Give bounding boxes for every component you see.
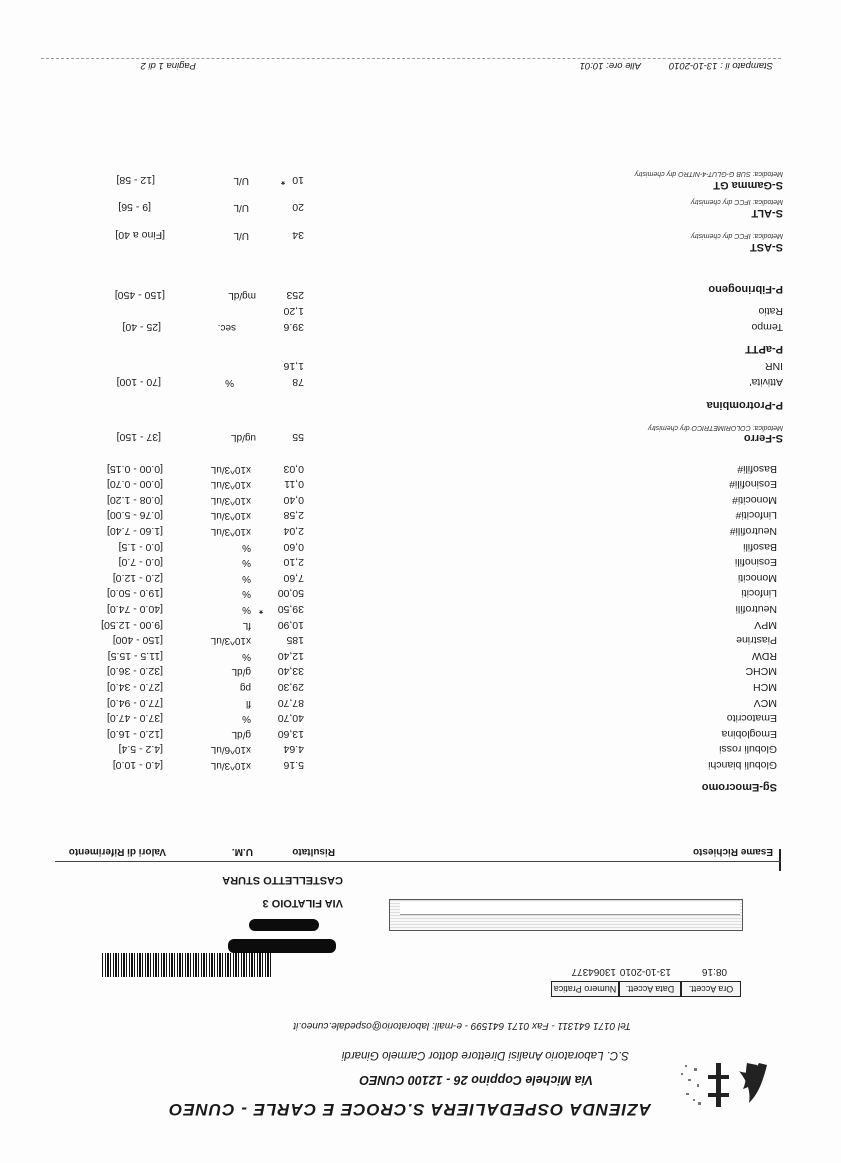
emocromo-test-range: [0.00 - 0.15]: [106, 462, 163, 475]
numero-pratica-label: Numero Pratica: [551, 981, 619, 997]
emocromo-test-name: Ematocrito: [726, 712, 777, 725]
section-alt: S-ALT: [751, 207, 783, 219]
institution-name: AZIENDA OSPEDALIERA S.CROCE E CARLE - CUNEO: [168, 1100, 651, 1119]
emocromo-test-range: [32.0 - 36.0]: [106, 665, 163, 678]
footer-divider: [41, 58, 781, 59]
section-aptt: P-aPTT: [745, 343, 783, 355]
ast-unit: U/L: [233, 230, 249, 241]
emocromo-test-result: 0,60: [283, 540, 304, 553]
emocromo-test-unit: %: [242, 557, 251, 569]
emocromo-test-range: [0.08 - 1.20]: [106, 493, 163, 506]
emocromo-test-range: [11.5 - 15.5]: [107, 649, 163, 662]
contact-info: Tel 0171 641311 - Fax 0171 641599 - e-mail: laboratorio@ospedale.cuneo.it: [293, 1020, 631, 1031]
emocromo-test-name: Emoglobina: [721, 727, 777, 740]
fibrinogeno-unit: mg/dL: [228, 290, 256, 301]
col-unit: U.M.: [231, 846, 253, 857]
emocromo-test-range: [12.0 - 16.0]: [106, 727, 163, 740]
alt-unit: U/L: [233, 202, 249, 213]
emocromo-test-range: [0.00 - 0.70]: [106, 478, 163, 491]
emocromo-test-unit: g/dL: [231, 728, 251, 740]
section-ast: S-AST: [750, 241, 783, 253]
ferro-unit: ug/dL: [230, 432, 256, 443]
emocromo-test-range: [77.0 - 94.0]: [106, 696, 163, 709]
method-alt: Metodica: IFCC dry chemistry: [690, 198, 783, 205]
emocromo-test-result: 2,04: [283, 525, 304, 537]
emocromo-test-range: [0.0 - 1.5]: [118, 540, 163, 553]
alt-result: 20: [292, 201, 304, 213]
emocromo-test-unit: %: [242, 650, 251, 662]
emocromo-test-range: [27.0 - 34.0]: [106, 681, 163, 693]
header-divider: [55, 861, 781, 862]
emocromo-test-result: 50,00: [277, 587, 304, 600]
emocromo-test-result: 29,30: [277, 681, 304, 693]
ggt-unit: U/L: [233, 175, 249, 186]
col-exam: Esame Richiesto: [692, 846, 773, 857]
emocromo-test-result: 13,60: [277, 727, 304, 740]
numero-pratica-value: 13064377: [571, 966, 616, 977]
method-ast: Metodica: IFCC dry chemistry: [690, 232, 783, 239]
emocromo-test-range: [40.0 - 74.0]: [106, 603, 163, 615]
emocromo-test-unit: x10^6/uL: [210, 744, 251, 756]
protrombina-attivita-unit: %: [225, 377, 234, 388]
alt-range: [9 - 56]: [118, 201, 151, 213]
emocromo-test-name: Neutrofili#: [729, 525, 777, 537]
emocromo-test-unit: %: [242, 604, 251, 615]
emocromo-test-name: Monociti: [737, 571, 777, 584]
emocromo-test-name: MCV: [753, 696, 777, 709]
ggt-range: [12 - 58]: [116, 174, 155, 186]
section-fibrinogeno: P-Fibrinogeno: [708, 283, 783, 295]
col-result: Risultato: [292, 846, 335, 857]
emocromo-test-name: Basofili#: [737, 462, 777, 475]
emocromo-test-unit: fl: [246, 697, 251, 709]
aptt-ratio: Ratio: [758, 305, 783, 317]
emocromo-test-range: [1.60 - 7.40]: [106, 525, 163, 537]
emocromo-test-name: Piastrine: [736, 634, 777, 647]
footer-page: Pagina 1 di 2: [140, 60, 196, 71]
redacted-detail: [249, 919, 319, 931]
redacted-name: [228, 939, 336, 953]
emocromo-test-name: Eosinofili#: [729, 478, 777, 491]
emocromo-test-range: [2.0 - 12.0]: [112, 571, 163, 584]
emocromo-test-result: 12,40: [277, 649, 304, 662]
emocromo-test-name: Linfociti#: [735, 509, 777, 522]
barcode: [101, 953, 271, 977]
emocromo-test-result: 87,70: [277, 696, 304, 709]
patient-street: VIA FILATOIO 3: [262, 897, 343, 909]
emocromo-test-name: MCHC: [745, 665, 777, 678]
emocromo-test-unit: pg: [239, 682, 251, 693]
method-ggt: Metodica: SUB G-GLUT-4-NITRO dry chemistry: [634, 170, 783, 177]
emocromo-test-result: 5.16: [283, 759, 304, 771]
section-ggt: S-Gamma GT: [713, 179, 783, 191]
section-protrombina: P-Protrombina: [706, 399, 783, 411]
hospital-logo: [667, 1055, 777, 1115]
ora-accett-label: Ora Accett.: [681, 981, 741, 997]
emocromo-test-unit: %: [242, 541, 251, 553]
data-accett-value: 13-10-2010: [619, 966, 671, 977]
ferro-range: [37 - 150]: [116, 431, 161, 443]
emocromo-test-range: [4.0 - 10.0]: [112, 759, 163, 771]
footer-printed: Stampato il : 13-10-2010: [668, 60, 773, 71]
emocromo-test-range: [37.0 - 47.0]: [106, 712, 163, 725]
emocromo-test-unit: fL: [242, 619, 251, 631]
emocromo-test-range: [0.76 - 5.00]: [106, 509, 163, 522]
protrombina-attivita-result: 78: [292, 376, 304, 388]
emocromo-test-range: [150 - 400]: [112, 634, 163, 647]
emocromo-test-result: 33,40: [277, 665, 304, 678]
emocromo-test-unit: x10^3/uL: [210, 635, 251, 647]
ggt-flag: *: [281, 175, 285, 186]
emocromo-test-name: Neutrofili: [735, 603, 777, 615]
ggt-result: 10: [292, 174, 304, 186]
emocromo-test-result: 185: [286, 634, 304, 647]
aptt-tempo-range: [25 - 40]: [122, 321, 161, 333]
section-ferro: S-Ferro: [743, 432, 783, 444]
patient-city: CASTELLETTO STURA: [222, 874, 343, 886]
ast-result: 34: [292, 229, 304, 241]
protrombina-inr: INR: [764, 360, 783, 372]
emocromo-test-range: [19.0 - 50.0]: [106, 587, 163, 600]
ferro-result: 55: [292, 431, 304, 443]
emocromo-test-range: [0.0 - 7.0]: [118, 556, 163, 569]
emocromo-test-name: MPV: [754, 618, 777, 631]
emocromo-test-result: 7,60: [283, 571, 304, 584]
emocromo-test-range: [4.2 - 5.4]: [118, 743, 163, 756]
emocromo-test-result: 0,40: [283, 493, 304, 506]
section-emocromo: Sg-Emocromo: [701, 781, 777, 793]
emocromo-test-unit: x10^3/uL: [210, 463, 251, 475]
emocromo-test-result: 2,10: [283, 556, 304, 569]
aptt-ratio-result: 1,20: [283, 305, 304, 317]
header-marker: [779, 849, 781, 871]
emocromo-test-result: 0,11: [284, 478, 304, 491]
emocromo-test-flag: *: [259, 604, 263, 615]
department-name: S.C. Laboratorio Analisi Direttore dottor Carmelo Ginardi: [341, 1049, 629, 1061]
emocromo-test-name: Globuli bianchi: [708, 759, 777, 771]
emocromo-test-name: RDW: [751, 649, 777, 662]
emocromo-test-name: Monociti#: [732, 493, 777, 506]
emocromo-test-unit: x10^3/uL: [210, 510, 251, 522]
emocromo-test-name: Globuli rossi: [719, 743, 777, 756]
emocromo-test-result: 0,03: [283, 462, 304, 475]
emocromo-test-unit: x10^3/uL: [210, 494, 251, 506]
emocromo-test-result: 39,50: [277, 603, 304, 615]
footer-time: Alle ore: 10:01: [579, 60, 641, 71]
emocromo-test-result: 4.64: [283, 743, 304, 756]
emocromo-test-unit: x10^3/uL: [210, 479, 251, 491]
fibrinogeno-result: 253: [286, 289, 304, 301]
institution-address: Via Michele Coppino 26 - 12100 CUNEO: [359, 1073, 593, 1087]
emocromo-test-name: MCH: [753, 681, 777, 693]
emocromo-test-result: 10,90: [277, 618, 304, 631]
emocromo-test-name: Linfociti: [741, 587, 777, 600]
fibrinogeno-range: [150 - 450]: [114, 289, 165, 301]
emocromo-test-unit: x10^3/uL: [210, 760, 251, 771]
aptt-tempo-unit: sec.: [217, 322, 236, 333]
col-range: Valori di Riferimento: [68, 846, 166, 857]
ast-range: [Fino a 40]: [115, 229, 165, 241]
aptt-tempo: Tempo: [751, 321, 783, 333]
emocromo-test-name: Basofili: [743, 540, 777, 553]
aptt-tempo-result: 39.6: [283, 321, 304, 333]
protrombina-attivita-range: [70 - 100]: [116, 376, 161, 388]
emocromo-test-range: [9.00 - 12.50]: [101, 618, 163, 631]
data-accett-label: Data Accett.: [619, 981, 681, 997]
emocromo-test-unit: x10^3/uL: [210, 526, 251, 537]
protrombina-inr-result: 1,16: [283, 360, 304, 372]
emocromo-test-name: Eosinofili: [734, 556, 777, 569]
protrombina-attivita: Attivita': [749, 376, 783, 388]
ora-accett-value: 08:16: [701, 966, 727, 977]
emocromo-test-unit: %: [242, 588, 251, 600]
emocromo-test-unit: %: [242, 713, 251, 725]
method-ferro: Metodica: COLORIMETRICO dry chemistry: [648, 424, 783, 431]
emocromo-test-result: 2,58: [283, 509, 304, 522]
patient-box: [389, 899, 743, 931]
emocromo-test-unit: g/dL: [231, 666, 251, 678]
emocromo-test-result: 40,70: [277, 712, 304, 725]
emocromo-test-unit: %: [242, 572, 251, 584]
